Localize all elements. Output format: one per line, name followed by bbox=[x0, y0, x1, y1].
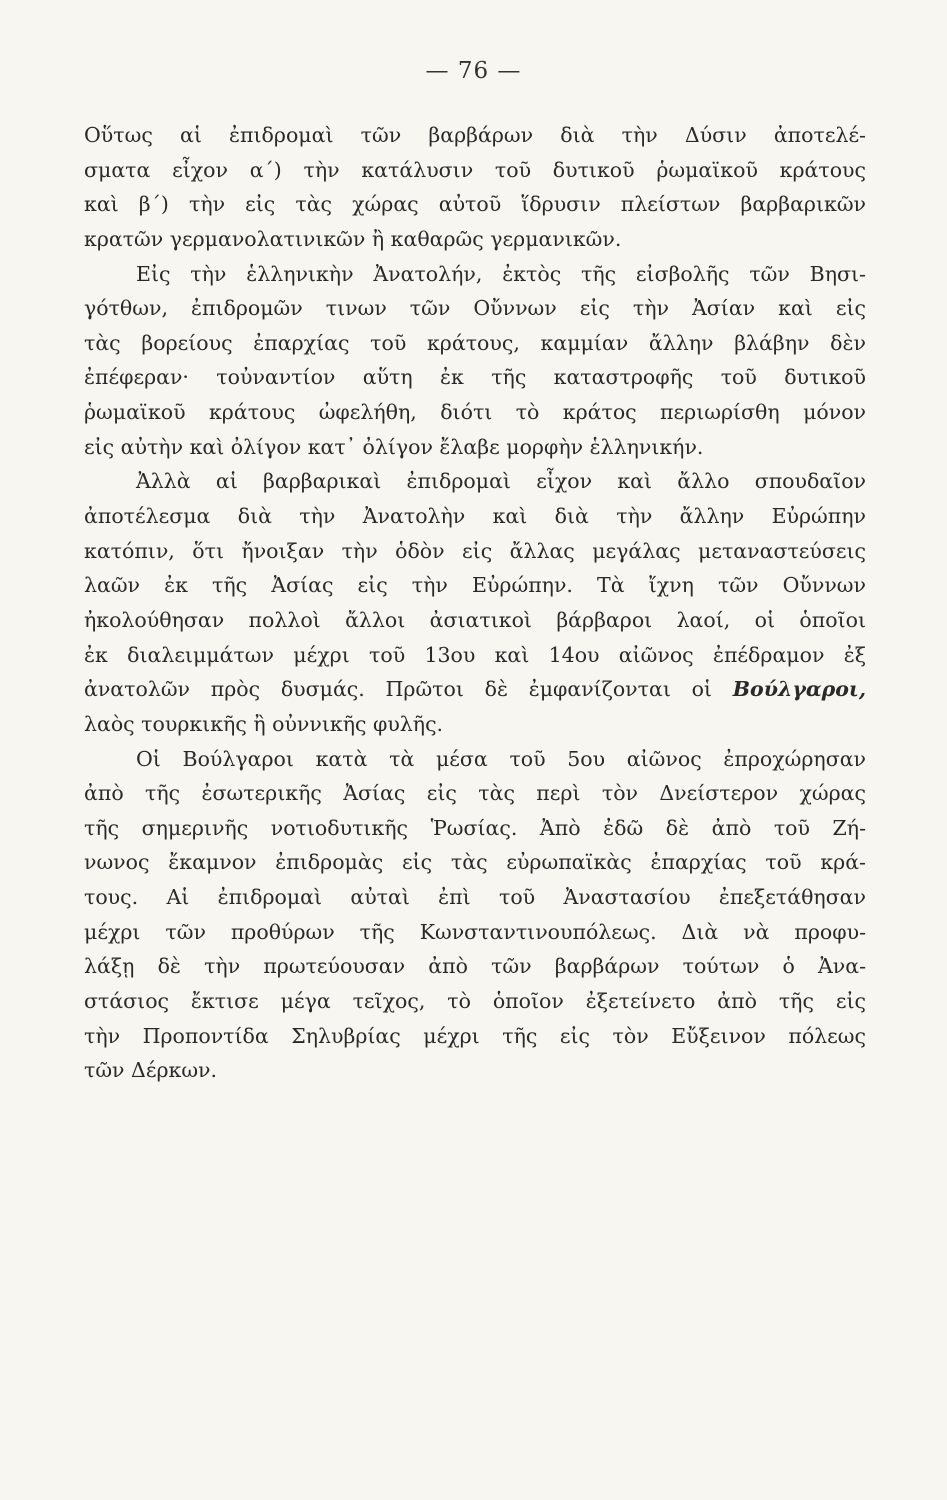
emphasized-term: Βούλγαροι, bbox=[732, 677, 866, 702]
text-line: τὰς βορείους ἐπαρχίας τοῦ κράτους, καμμίαν ἄλλην βλάβην δὲν bbox=[84, 330, 866, 355]
text-line: τὴν Προποντίδα Σηλυβρίας μέχρι τῆς εἰς τὸν Εὔξεινον πόλεως bbox=[84, 1023, 866, 1048]
text-line: λαῶν ἐκ τῆς Ἀσίας εἰς τὴν Εὐρώπην. Τὰ ἴχνη τῶν Οὔννων bbox=[84, 573, 866, 598]
text-line: εἰς αὐτὴν καὶ ὀλίγον κατ᾽ ὀλίγον ἔλαβε μορφὴν ἑλληνικήν. bbox=[84, 434, 704, 459]
text-line: ἐπέφεραν· τοὐναντίον αὕτη ἐκ τῆς καταστροφῆς τοῦ δυτικοῦ bbox=[84, 365, 866, 390]
text-line: σματα εἶχον α΄) τὴν κατάλυσιν τοῦ δυτικοῦ ῥωμαϊκοῦ κράτους bbox=[84, 157, 866, 182]
paragraph bbox=[84, 464, 866, 741]
text-line: τους. Αἱ ἐπιδρομαὶ αὐταὶ ἐπὶ τοῦ Ἀναστασίου ἐπεξετάθησαν bbox=[84, 885, 866, 910]
paragraph bbox=[84, 118, 866, 257]
text-line: λαὸς τουρκικῆς ἢ οὐννικῆς φυλῆς. bbox=[84, 711, 444, 736]
text-line: καὶ β΄) τὴν εἰς τὰς χώρας αὐτοῦ ἵδρυσιν πλείστων βαρβαρικῶν bbox=[84, 192, 866, 217]
text-line: ῥωμαϊκοῦ κράτους ὠφελήθη, διότι τὸ κράτος περιωρίσθη μόνον bbox=[84, 400, 866, 425]
text-line: λάξῃ δὲ τὴν πρωτεύουσαν ἀπὸ τῶν βαρβάρων τούτων ὁ Ἀνα- bbox=[84, 954, 866, 979]
text-line: κρατῶν γερμανολατινικῶν ἢ καθαρῶς γερμανικῶν. bbox=[84, 226, 622, 251]
text-line: κατόπιν, ὅτι ἤνοιξαν τὴν ὁδὸν εἰς ἄλλας μεγάλας μεταναστεύσεις bbox=[84, 538, 866, 563]
text-line: Ἀλλὰ αἱ βαρβαρικαὶ ἐπιδρομαὶ εἶχον καὶ ἄλλο σπουδαῖον bbox=[136, 469, 866, 494]
paragraph bbox=[84, 257, 866, 465]
text-line: γότθων, ἐπιδρομῶν τινων τῶν Οὔννων εἰς τὴν Ἀσίαν καὶ εἰς bbox=[84, 296, 866, 321]
text-line: Εἰς τὴν ἑλληνικὴν Ἀνατολήν, ἐκτὸς τῆς εἰσβολῆς τῶν Βησι- bbox=[136, 261, 866, 286]
text-line: ἀπὸ τῆς ἐσωτερικῆς Ἀσίας εἰς τὰς περὶ τὸν Δνείστερον χώρας bbox=[84, 781, 866, 806]
text-line: στάσιος ἔκτισε μέγα τεῖχος, τὸ ὁποῖον ἐξετείνετο ἀπὸ τῆς εἰς bbox=[84, 989, 866, 1014]
text-line: Οἱ Βούλγαροι κατὰ τὰ μέσα τοῦ 5ου αἰῶνος ἐπροχώρησαν bbox=[136, 746, 866, 771]
text-line: μέχρι τῶν προθύρων τῆς Κωνσταντινουπόλεως. Διὰ νὰ προφυ- bbox=[84, 919, 866, 944]
text-line: Οὕτως αἱ ἐπιδρομαὶ τῶν βαρβάρων διὰ τὴν Δύσιν ἀποτελέ- bbox=[84, 123, 866, 147]
text-line: νωνος ἔκαμνον ἐπιδρομὰς εἰς τὰς εὐρωπαϊκὰς ἐπαρχίας τοῦ κρά- bbox=[84, 850, 866, 875]
page-number: — 76 — bbox=[425, 58, 522, 84]
text-line: τῶν Δέρκων. bbox=[84, 1058, 218, 1083]
text-line: ἀποτέλεσμα διὰ τὴν Ἀνατολὴν καὶ διὰ τὴν ἄλλην Εὐρώπην bbox=[84, 504, 866, 529]
text-line-with-emphasis bbox=[84, 672, 866, 707]
body-text bbox=[84, 118, 866, 1088]
text-line: ἠκολούθησαν πολλοὶ ἄλλοι ἀσιατικοὶ βάρβαροι λαοί, οἱ ὁποῖοι bbox=[84, 607, 866, 632]
text-run: ἀνατολῶν πρὸς δυσμάς. Πρῶτοι δὲ ἐμφανίζονται οἱ bbox=[84, 677, 733, 702]
paragraph bbox=[84, 742, 866, 1088]
text-line: τῆς σημερινῆς νοτιοδυτικῆς Ῥωσίας. Ἀπὸ ἐδῶ δὲ ἀπὸ τοῦ Ζή- bbox=[84, 815, 866, 840]
text-line: ἐκ διαλειμμάτων μέχρι τοῦ 13ου καὶ 14ου αἰῶνος ἐπέδραμον ἐξ bbox=[84, 642, 866, 667]
